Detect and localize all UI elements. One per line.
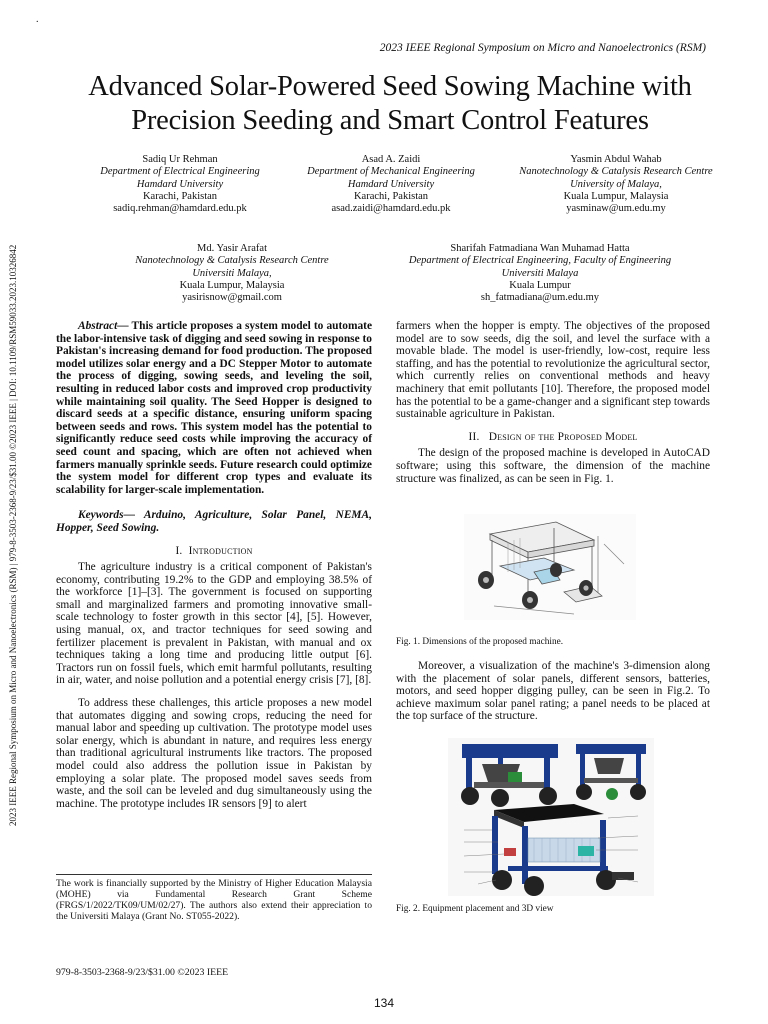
abstract-label: Abstract— — [78, 320, 129, 332]
section-heading-design — [396, 431, 710, 444]
author-email: yasirisnow@gmail.com — [182, 292, 282, 304]
author-email: yasminaw@um.edu.my — [566, 203, 666, 215]
author-university: University of Malaya, — [570, 178, 662, 190]
footnote-divider — [56, 874, 372, 875]
side-doi-text: 2023 IEEE Regional Symposium on Micro and Nanoelectronics (RSM) | 979-8-3503-2368-9/23/$31.00 ©2023 IEEE | DOI: 10.1109/RSM59033.2023.10326842 — [8, 244, 18, 826]
author-department: Department of Mechanical Engineering — [307, 166, 475, 178]
keywords: Keywords— Arduino, Agriculture, Solar Panel, NEMA, Hopper, Seed Sowing. — [56, 509, 372, 534]
section-number: I. — [175, 544, 183, 557]
author-university: Universiti Malaya — [501, 267, 579, 279]
author-name: Yasmin Abdul Wahab — [570, 154, 662, 165]
author-block — [280, 154, 502, 215]
author-name: Asad A. Zaidi — [361, 154, 421, 165]
left-column — [56, 320, 372, 810]
author-location: Karachi, Pakistan — [353, 190, 429, 202]
author-block — [390, 243, 690, 304]
section-number: II. — [468, 430, 480, 443]
paragraph: farmers when the hopper is empty. The objectives of the proposed model are to sow seeds, dig the soil, and level the surface with a movable blade. The model is user-friendly, low-cost, require less staffing, and has the potential to revolutionize the agricultural sector, which currently relies on conventional methods and heavy machinery that emit pollutants [10]. Therefore, the proposed model has the potential to be a game-changer and a significant step towards sustainable agriculture in Pakistan. — [396, 320, 710, 421]
paragraph: To address these challenges, this article proposes a new model that automates digging and sowing crops, reducing the need for manual labor and speeding up cultivation. The prototype model uses solar energy, which is abundant in nature, and requires less energy than traditional agricultural instruments like tractors. The proposed model could also address the pollution issue in Pakistan by employing a solar plate. The proposed model saves seeds from waste, and the soil can be leveled and dug simultaneously using the machine. The prototype includes IR sensors [9] to alert — [56, 697, 372, 810]
author-location: Kuala Lumpur — [509, 279, 571, 291]
author-university: Universiti Malaya, — [192, 267, 272, 279]
author-university: Hamdard University — [347, 178, 435, 190]
paper-title — [40, 70, 740, 138]
figure-2-caption: Fig. 2. Equipment placement and 3D view — [396, 904, 554, 914]
author-block — [112, 243, 352, 304]
machine-3d-view-image — [448, 738, 654, 896]
author-university: Hamdard University — [136, 178, 224, 190]
machine-drawing-image — [464, 514, 636, 620]
conference-header: 2023 IEEE Regional Symposium on Micro and Nanoelectronics (RSM) — [379, 42, 706, 54]
figure-1-caption: Fig. 1. Dimensions of the proposed machine. — [396, 637, 564, 647]
page-number: 134 — [373, 996, 395, 1010]
paragraph: The design of the proposed machine is developed in AutoCAD software; using this software, the dimension of the machine structure was finalized, as can be seen in Fig. 1. — [396, 447, 710, 485]
right-column-top — [396, 320, 710, 485]
figure-1-machine-dimensions — [464, 514, 636, 620]
title-line-2: Precision Seeding and Smart Control Features — [131, 105, 649, 136]
right-column-middle — [396, 660, 710, 723]
copyright-notice: 979-8-3503-2368-9/23/$31.00 ©2023 IEEE — [56, 967, 229, 978]
author-email: sadiq.rehman@hamdard.edu.pk — [113, 203, 247, 215]
header-mark: . — [36, 14, 39, 25]
section-title: Design of the Proposed Model — [488, 430, 638, 443]
section-heading-introduction — [56, 545, 372, 558]
section-title: Introduction — [188, 544, 253, 557]
abstract — [56, 320, 372, 496]
abstract-text: This article proposes a system model to automate the labor-intensive task of digging and seed sowing in response to Pakistan's increasing demand for food production. The proposed model utilizes solar energy and a DC Stepper Motor to automate the process of digging, sowing seeds, and leveling the soil, resulting in reduced labor costs and improved crop productivity while maintaining soil quality. The Seed Hopper is designed to discard seeds at a specific distance, ensuring uniform spacing between seeds and rows. This system model has the potential to significantly reduce seed costs while improving the accuracy of seed count and spacing, which are often not achieved when farmers manually sprinkle seeds. Future research could optimize the system model for different crop types and evaluate its scalability for larger-scale implementation. — [56, 320, 372, 496]
footnote: The work is financially supported by the Ministry of Higher Education Malaysia (MOHE) via Fundamental Research Grant Scheme (FRGS/1/2022/TK09/UM/02/27). The authors also extend their appreciation to the Universiti Malaya (Grant No. ST055-2022). — [56, 878, 372, 922]
author-block — [496, 154, 736, 215]
author-department: Nanotechnology & Catalysis Research Centre — [135, 255, 329, 267]
author-department: Nanotechnology & Catalysis Research Centre — [519, 166, 713, 178]
author-location: Karachi, Pakistan — [142, 190, 218, 202]
author-name: Sharifah Fatmadiana Wan Muhamad Hatta — [450, 243, 630, 254]
paragraph: Moreover, a visualization of the machine's 3-dimension along with the placement of solar panels, different sensors, batteries, motors, and seed hopper digging pulley, can be seen in Fig.2. To achieve maximum solar panel rating; a panel needs to be placed at the top surface of the structure. — [396, 660, 710, 723]
author-department: Department of Electrical Engineering, Faculty of Engineering — [408, 255, 672, 267]
author-location: Kuala Lumpur, Malaysia — [563, 190, 669, 202]
title-line-1: Advanced Solar-Powered Seed Sowing Machine with — [88, 71, 692, 102]
author-location: Kuala Lumpur, Malaysia — [179, 279, 285, 291]
author-department: Department of Electrical Engineering — [100, 166, 260, 178]
author-email: asad.zaidi@hamdard.edu.pk — [331, 203, 451, 215]
paragraph: The agriculture industry is a critical component of Pakistan's economy, contributing 19.2% to the GDP and employing 38.5% of the workforce [1]–[3]. The government is focused on supporting small and marginalized farmers and promoting innovative small-scale technology to foster growth in this sector [4], [5]. However, using manual, ox, and tractor techniques for seed sowing and fertilizer placement is prevalent in Pakistan, with manual and ox techniques taking a long time and producing little output [6]. Tractors run on fossil fuels, which emit harmful pollutants, resulting in air, water, and noise pollution and a potential energy crisis [7], [8]. — [56, 561, 372, 687]
author-name: Md. Yasir Arafat — [197, 243, 267, 254]
figure-2-equipment-placement — [448, 738, 654, 896]
author-block — [60, 154, 300, 215]
author-name: Sadiq Ur Rehman — [142, 154, 218, 165]
author-email: sh_fatmadiana@um.edu.my — [480, 292, 600, 304]
